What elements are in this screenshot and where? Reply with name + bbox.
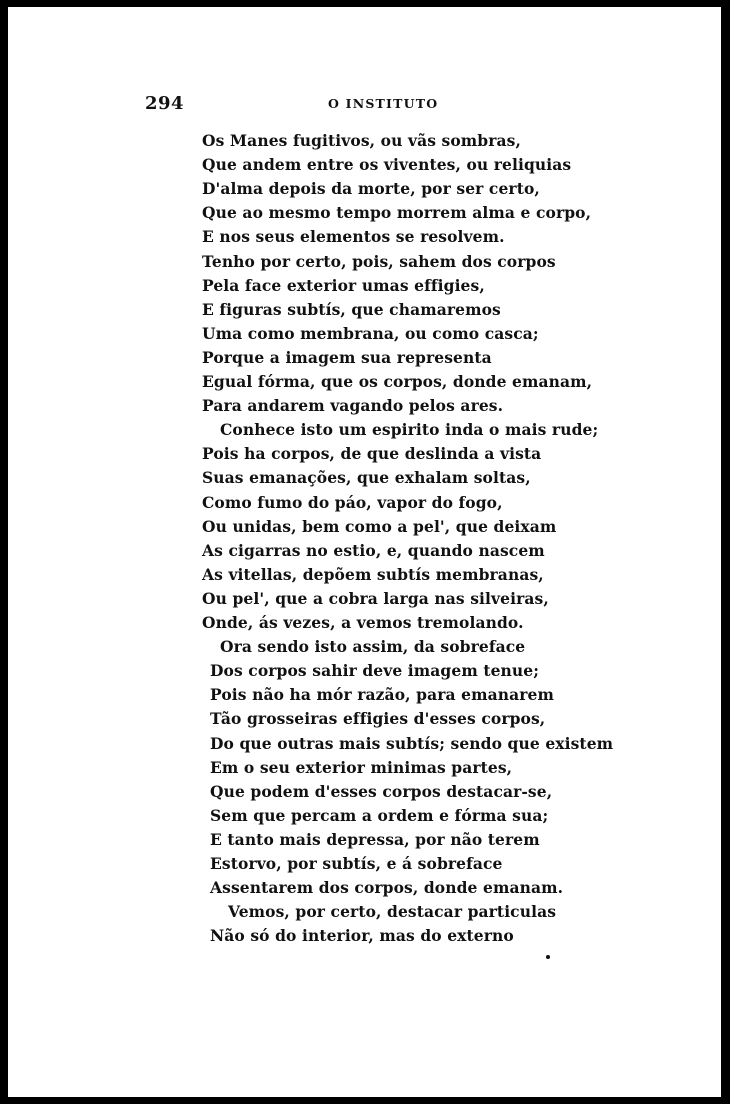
poem-line: Tão grosseiras effigies d'esses corpos,	[210, 709, 546, 729]
poem-line: Estorvo, por subtís, e á sobreface	[210, 854, 503, 873]
poem-line: Uma como membrana, ou como casca;	[202, 323, 539, 343]
poem-line: Não só do interior, mas do externo	[210, 926, 514, 946]
poem-line: Ou pel', que a cobra larga nas silveiras,	[202, 588, 549, 608]
poem-line: As cigarras no estio, e, quando nascem	[202, 540, 545, 560]
poem-line: Pois não ha mór razão, para emanarem	[210, 685, 554, 705]
poem-line: Egual fórma, que os corpos, donde emanam,	[202, 372, 593, 391]
book-page	[8, 7, 721, 1097]
poem-line: Em o seu exterior minimas partes,	[210, 757, 513, 777]
poem-line: E nos seus elementos se resolvem.	[202, 227, 505, 247]
poem-line: As vitellas, depõem subtís membranas,	[202, 564, 544, 584]
poem-line: Como fumo do páo, vapor do fogo,	[202, 492, 503, 512]
poem-line: Pois ha corpos, de que deslinda a vista	[202, 444, 542, 464]
poem-line: Conhece isto um espirito inda o mais rude;	[220, 420, 599, 440]
poem-line: Assentarem dos corpos, donde emanam.	[210, 878, 564, 898]
poem-line: E figuras subtís, que chamaremos	[202, 299, 501, 319]
poem-line: Vemos, por certo, destacar particulas	[228, 902, 557, 922]
poem-line: Que andem entre os viventes, ou reliquias	[202, 155, 572, 175]
ink-dot	[546, 955, 550, 959]
poem-line: Ora sendo isto assim, da sobreface	[220, 637, 526, 657]
poem-line: E tanto mais depressa, por não terem	[210, 829, 540, 849]
poem-line: Que ao mesmo tempo morrem alma e corpo,	[202, 203, 592, 223]
running-title: O INSTITUTO	[328, 96, 439, 111]
poem-line: Que podem d'esses corpos destacar-se,	[210, 781, 553, 801]
page-number: 294	[145, 93, 185, 114]
poem-line: Ou unidas, bem como a pel', que deixam	[202, 516, 557, 536]
poem-line: Tenho por certo, pois, sahem dos corpos	[202, 251, 556, 271]
poem-line: Pela face exterior umas effigies,	[202, 275, 485, 295]
poem-line: Sem que percam a ordem e fórma sua;	[210, 805, 549, 825]
poem-line: Onde, ás vezes, a vemos tremolando.	[202, 613, 524, 632]
poem-line: Suas emanações, que exhalam soltas,	[202, 468, 531, 488]
page-header	[8, 93, 721, 117]
poem-line: Porque a imagem sua representa	[202, 347, 492, 367]
poem-line: Dos corpos sahir deve imagem tenue;	[210, 661, 540, 681]
poem-line: D'alma depois da morte, por ser certo,	[202, 179, 540, 199]
poem-line: Do que outras mais subtís; sendo que existem	[210, 733, 614, 753]
poem-line: Os Manes fugitivos, ou vãs sombras,	[202, 131, 521, 150]
poem-line: Para andarem vagando pelos ares.	[202, 396, 504, 416]
